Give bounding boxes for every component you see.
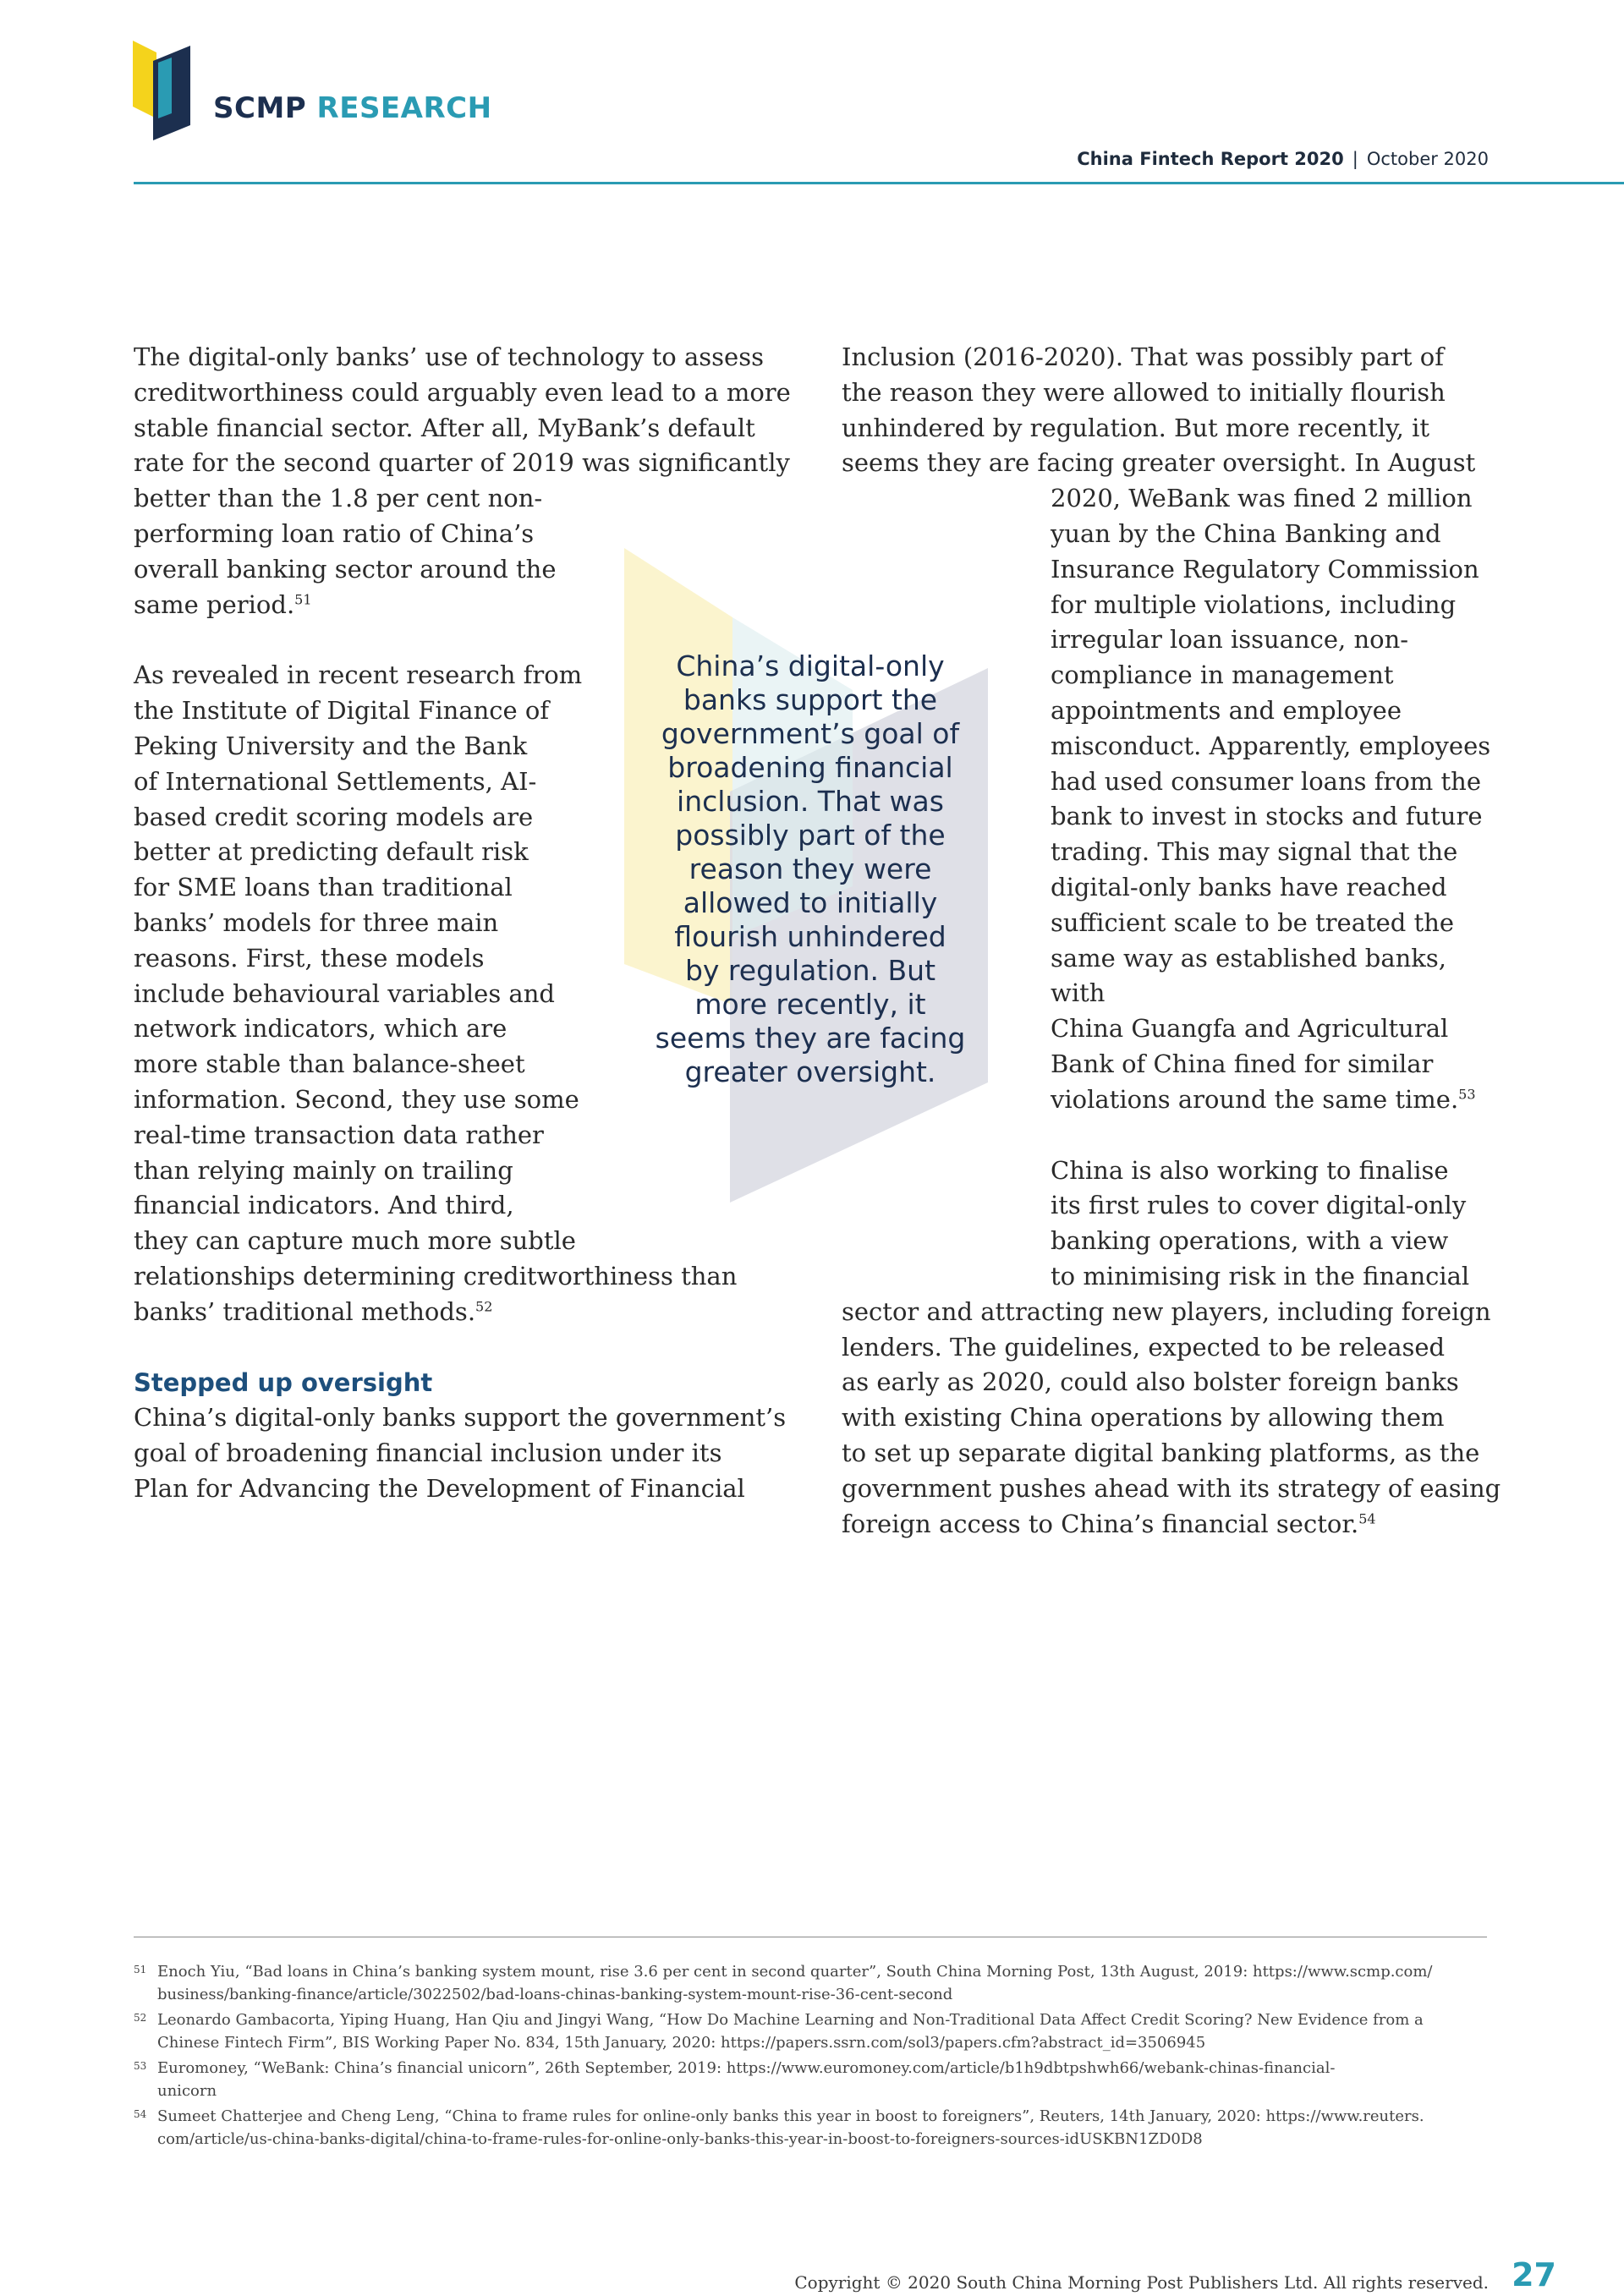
text-line: better at predicting default risk xyxy=(134,837,529,867)
text-line: seems they are facing greater oversight. In August xyxy=(842,448,1476,478)
text-line: 2020, WeBank was fined 2 million xyxy=(1051,484,1473,513)
footnote-line: com/article/us-china-banks-digital/china-to-frame-rules-for-online-only-banks-this-year-in-boost-to-foreigners-sources-idUSKBN1ZD0D8 xyxy=(157,2130,1203,2148)
text-line: had used consumer loans from the xyxy=(1051,766,1482,796)
pull-quote-line: greater oversight. xyxy=(684,1055,936,1088)
text-line: performing loan ratio of China’s xyxy=(134,518,535,548)
pull-quote-line: flourish unhindered xyxy=(674,920,946,953)
text-line: rate for the second quarter of 2019 was significantly xyxy=(134,448,790,478)
text-line: Plan for Advancing the Development of Financial xyxy=(134,1473,745,1503)
text-line: China’s digital-only banks support the government’s xyxy=(134,1403,787,1433)
text-line: include behavioural variables and xyxy=(134,978,555,1008)
pull-quote-line: reason they were xyxy=(689,852,932,885)
pull-quote-line: China’s digital-only xyxy=(676,649,945,682)
pull-quote-line: by regulation. But xyxy=(684,954,936,987)
header-rule xyxy=(134,182,1624,184)
text-line: banking operations, with a view xyxy=(1051,1226,1449,1256)
text-line: stable financial sector. After all, MyBank’s default xyxy=(134,413,755,442)
text-line: to set up separate digital banking platforms, as the xyxy=(842,1438,1480,1467)
text-line: as early as 2020, could also bolster foreign banks xyxy=(842,1367,1459,1397)
pull-quote-line: seems they are facing xyxy=(655,1022,966,1055)
text-line: bank to invest in stocks and future xyxy=(1051,802,1483,831)
text-line: banks’ traditional methods. xyxy=(134,1296,476,1326)
header-meta: China Fintech Report 2020 | October 2020 xyxy=(1077,149,1489,169)
footnote-line: Sumeet Chatterjee and Cheng Leng, “China to frame rules for online-only banks this year in boost to foreigners”, Reuters, 14th January, 2020: https://www.reuters. xyxy=(157,2107,1424,2125)
text-line: the Institute of Digital Finance of xyxy=(134,696,550,726)
footnote-number: 53 xyxy=(134,2060,147,2072)
text-line: creditworthiness could arguably even lead to a more xyxy=(134,377,791,407)
text-line: goal of broadening financial inclusion under its xyxy=(134,1438,722,1468)
footnote-line: Enoch Yiu, “Bad loans in China’s banking system mount, rise 3.6 per cent in second quarter”, South China Morning Post, 13th August, 2019: https://www.scmp.com/ xyxy=(157,1963,1433,1981)
text-line: China Guangfa and Agricultural xyxy=(1051,1014,1449,1044)
pull-quote xyxy=(643,649,978,1089)
text-line: same way as established banks, with xyxy=(1051,943,1446,1008)
text-line: its first rules to cover digital-only xyxy=(1051,1191,1467,1220)
text-line: better than the 1.8 per cent non- xyxy=(134,484,543,513)
pull-quote-line: possibly part of the xyxy=(675,819,946,852)
footnote-line: business/banking-finance/article/3022502/bad-loans-chinas-banking-system-mount-rise-36-cent-second xyxy=(157,1986,953,2003)
text-line: trading. This may signal that the xyxy=(1051,837,1458,867)
footnote-line: unicorn xyxy=(157,2082,217,2100)
text-line: overall banking sector around the xyxy=(134,554,557,584)
pull-quote-line: inclusion. That was xyxy=(677,785,944,818)
footnote-number: 52 xyxy=(134,2012,147,2024)
text-line: irregular loan issuance, non- xyxy=(1051,625,1409,655)
text-line: lenders. The guidelines, expected to be released xyxy=(842,1332,1446,1362)
text-line: for multiple violations, including xyxy=(1051,589,1457,619)
report-title: China Fintech Report 2020 xyxy=(1077,149,1344,169)
text-line: same period. xyxy=(134,589,295,619)
pull-quote-line: more recently, it xyxy=(694,988,926,1021)
text-line: China is also working to finalise xyxy=(1051,1155,1449,1185)
text-line: Bank of China fined for similar xyxy=(1051,1049,1434,1078)
footnote-number: 54 xyxy=(134,2108,147,2120)
text-line: reasons. First, these models xyxy=(134,943,485,973)
text-line: real-time transaction data rather xyxy=(134,1120,544,1149)
text-line: compliance in management xyxy=(1051,660,1394,690)
text-line: sector and attracting new players, including foreign xyxy=(842,1296,1491,1326)
text-line: foreign access to China’s financial sector. xyxy=(842,1509,1359,1538)
text-line: Insurance Regulatory Commission xyxy=(1051,554,1479,584)
footnote xyxy=(134,2057,1483,2102)
text-line: the reason they were allowed to initially flourish xyxy=(842,377,1446,407)
paragraph xyxy=(134,1400,802,1506)
text-line: As revealed in recent research from xyxy=(134,660,583,690)
text-line: misconduct. Apparently, employees xyxy=(1051,731,1491,760)
brand-name: SCMP RESEARCH xyxy=(213,91,492,125)
text-line: banks’ models for three main xyxy=(134,907,499,937)
page-number: 27 xyxy=(1512,2256,1556,2293)
text-line: they can capture much more subtle xyxy=(134,1226,576,1256)
pull-quote-line: banks support the xyxy=(683,683,938,716)
paragraph: The digital-only banks’ use of technology to assess creditworthiness could arguably even lead to a more stable financial sector. After all, MyBank’s default rate for the second quarter of 2019 was significantly better than the 1.8 per cent non- performing loan ratio of China’s overall banking sector around the same period.$^{51}$ xyxy=(134,340,802,622)
text-line: network indicators, which are xyxy=(134,1014,508,1044)
pull-quote-line: allowed to initially xyxy=(683,886,938,919)
text-line: unhindered by regulation. But more recently, it xyxy=(842,413,1430,442)
pull-quote-line: government’s goal of xyxy=(661,717,960,750)
text-line: with existing China operations by allowing them xyxy=(842,1403,1445,1433)
footnote-line: Chinese Fintech Firm”, BIS Working Paper No. 834, 15th January, 2020: https://papers.ssrn.com/sol3/papers.cfm?abstract_id=3506945 xyxy=(157,2034,1206,2052)
section-heading: Stepped up oversight xyxy=(134,1367,433,1397)
footnote-number: 51 xyxy=(134,1964,147,1975)
footnotes xyxy=(134,1960,1483,2153)
text-line: relationships determining creditworthiness than xyxy=(134,1261,738,1290)
report-date: October 2020 xyxy=(1366,149,1489,169)
text-line: Peking University and the Bank xyxy=(134,731,528,760)
footnote xyxy=(134,2105,1483,2151)
text-line: sufficient scale to be treated the xyxy=(1051,907,1455,937)
paragraph: As revealed in recent research from the Institute of Digital Finance of Peking University and the Bank of International Settlements, AI- based credit scoring models are better at predicting default risk for SME loans than traditional banks’ models for three main reasons. First, these models include behavioural variables and network indicators, which are more stable than balance-sheet information. Second, they use some real-time transaction data rather than relying mainly on trailing financial indicators. And third, they can capture much more subtle relationships determining creditworthiness than banks’ traditional methods.$^{52}$ xyxy=(134,658,802,1329)
footnote xyxy=(134,1960,1483,2006)
text-line: based credit scoring models are xyxy=(134,802,534,831)
text-line: The digital-only banks’ use of technology to assess xyxy=(134,342,764,371)
text-line: than relying mainly on trailing xyxy=(134,1155,513,1185)
paragraph: Inclusion (2016-2020). That was possibly part of the reason they were allowed to initially flourish unhindered by regulation. But more recently, it seems they are facing greater oversight. In August 2020, WeBank was fined 2 million yuan by the China Banking and Insurance Regulatory Commission for multiple violations, including irregular loan issuance, non- compliance in management appointments and employee misconduct. Apparently, employees had used consumer loans from the bank to invest in stocks and future trading. This may signal that the digital-only banks have reached sufficient scale to be treated the same way as established banks, with China Guangfa and Agricultural Bank of China fined for similar violations around the same time.$^{53}$ xyxy=(842,340,1501,1118)
text-line: appointments and employee xyxy=(1051,695,1402,725)
text-line: digital-only banks have reached xyxy=(1051,872,1447,901)
text-line: violations around the same time. xyxy=(1051,1084,1459,1114)
footnote-line: Euromoney, “WeBank: China’s financial unicorn”, 26th September, 2019: https://www.euromoney.com/article/b1h9dbtpshwh66/webank-chinas-financial- xyxy=(157,2059,1336,2077)
footnote xyxy=(134,2008,1483,2054)
text-line: information. Second, they use some xyxy=(134,1084,579,1114)
text-line: yuan by the China Banking and xyxy=(1051,518,1441,548)
text-line: financial indicators. And third, xyxy=(134,1191,514,1220)
scmp-logo xyxy=(133,41,200,142)
pull-quote-line: broadening financial xyxy=(667,751,953,784)
footnote-line: Leonardo Gambacorta, Yiping Huang, Han Qiu and Jingyi Wang, “How Do Machine Learning and Non-Traditional Data Affect Credit Scoring? New Evidence from a xyxy=(157,2011,1424,2029)
text-line: Inclusion (2016-2020). That was possibly part of xyxy=(842,342,1444,371)
paragraph: China is also working to finalise its first rules to cover digital-only banking operations, with a view to minimising risk in the financial sector and attracting new players, including foreign lenders. The guidelines, expected to be released as early as 2020, could also bolster foreign banks with existing China operations by allowing them to set up separate digital banking platforms, as the government pushes ahead with its strategy of easing foreign access to China’s financial sector.$^{54}$ xyxy=(842,1153,1501,1543)
text-line: to minimising risk in the financial xyxy=(1051,1261,1470,1290)
text-line: of International Settlements, AI- xyxy=(134,766,537,796)
text-line: for SME loans than traditional xyxy=(134,873,513,902)
copyright-notice: Copyright © 2020 South China Morning Post Publishers Ltd. All rights reserved. xyxy=(794,2272,1489,2293)
text-line: more stable than balance-sheet xyxy=(134,1049,525,1079)
text-line: government pushes ahead with its strategy of easing xyxy=(842,1473,1501,1503)
